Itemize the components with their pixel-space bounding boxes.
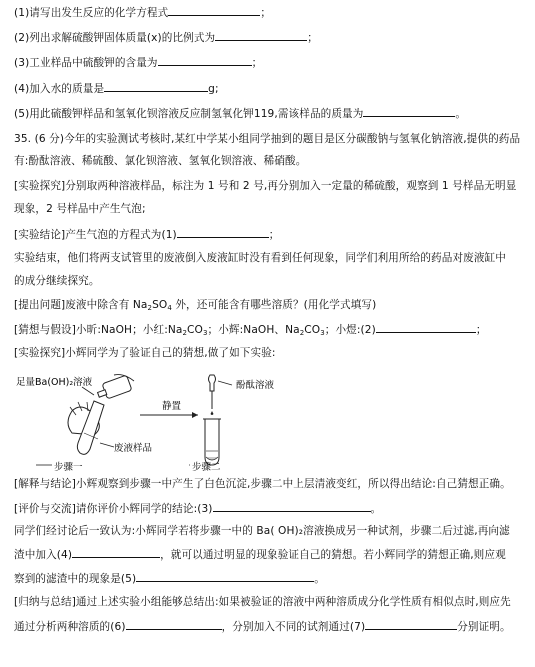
hypothesis: [猜想与假设]小昕:NaOH；小红$:Na_2CO_3$；小辉:NaOH、$Na_2CO_3$；小煜:(2) ；: [14, 321, 527, 341]
reagent-bottle-icon: [98, 375, 134, 399]
stand-label: 静置: [162, 401, 182, 412]
discussion-line-2: 渣中加入(4) ，就可以通过明显的现象验证自己的猜想。若小辉同学的猜想正确,则应观: [14, 546, 527, 563]
answer-blank-p7[interactable]: [365, 618, 457, 630]
answer-blank-p2[interactable]: [376, 321, 476, 333]
evaluation: [评价与交流]请你评价小辉同学的结论:(3) 。: [14, 500, 527, 517]
answer-blank-3[interactable]: [158, 54, 252, 66]
answer-blank-2[interactable]: [215, 29, 307, 41]
discussion-line-1: 同学们经讨论后一致认为:小辉同学若将步骤一中的 Ba( OH)₂溶液换成另一种试剂，步骤二后过滤,再向滤: [14, 525, 510, 537]
test-tube-step2-icon: [203, 419, 221, 465]
answer-blank-p5[interactable]: [136, 570, 314, 582]
answer-blank-p6[interactable]: [126, 618, 222, 630]
experiment-explore-line-1: [实验探究]分别取两种溶液样品，标注为 1 号和 2 号,再分别加入一定量的稀硫酸，观察到 1 号样品无明显: [14, 180, 517, 192]
answer-blank-1[interactable]: [168, 4, 260, 16]
question-5: (5)用此硫酸钾样品和氢氧化钡溶液反应制氢氧化钾119,需该样品的质量为 。: [14, 105, 527, 122]
experiment-done-line-1: 实验结束，他们将两支试管里的废液倒入废液缸时没有看到任何现象，同学们利用所给的药品对废液缸中: [14, 252, 506, 264]
experiment-done-line-2: 的成分继续探究。: [14, 275, 100, 287]
answer-blank-p4[interactable]: [72, 546, 160, 558]
summary-line-1: [归纳与总结]通过上述实验小组能够总结出:如果被验证的溶液中两种溶质成分化学性质有相似点时,则应先: [14, 596, 511, 608]
discussion-line-3: 察到的滤渣中的现象是(5) 。: [14, 570, 527, 587]
question-1: (1)请写出发生反应的化学方程式 ；: [14, 4, 527, 21]
question-3: (3)工业样品中硫酸钾的含量为 ；: [14, 54, 527, 71]
analysis-conclusion: [解释与结论]小辉观察到步骤一中产生了白色沉淀,步骤二中上层清液变红，所以得出结论:自己猜想正确。: [14, 478, 511, 490]
step-two-label: 步骤二: [192, 462, 221, 473]
stand-arrow-head: [192, 412, 198, 418]
answer-blank-p3[interactable]: [213, 500, 371, 512]
phenolphthalein-label: 酚酞溶液: [236, 380, 275, 391]
experiment-conclusion: [实验结论]产生气泡的方程式为(1) ；: [14, 226, 527, 243]
question-4: (4)加入水的质量是 g;: [14, 80, 527, 97]
ba-label-leader: [82, 387, 94, 395]
experiment-intro: [实验探究]小辉同学为了验证自己的猜想,做了如下实验:: [14, 347, 276, 359]
phenol-label-leader: [218, 381, 232, 385]
answer-blank-4[interactable]: [104, 80, 208, 92]
answer-blank-5[interactable]: [363, 105, 455, 117]
experiment-explore-line-2: 现象，2 号样品中产生气泡;: [14, 203, 146, 215]
experiment-figure: [14, 373, 314, 473]
dropper-icon: [209, 375, 216, 415]
problem-35-line-1: 35. (6 分)今年的实验测试考核时,某红中学某小组同学抽到的题目是区分碳酸钠与氢氧化钠溶液,提供的药品: [14, 133, 521, 145]
step-one-label: 步骤一: [54, 462, 83, 473]
problem-35-line-2: 有:酚酞溶液、稀硫酸、氯化钡溶液、氢氧化钡溶液、稀硝酸。: [14, 155, 307, 167]
answer-blank-p1[interactable]: [177, 226, 269, 238]
waste-sample-label: 废液样品: [114, 443, 153, 454]
question-2: (2)列出求解硫酸钾固体质量(x)的比例式为 ；: [14, 29, 527, 46]
ba-oh2-label: 足量Ba(OH)₂溶液: [16, 377, 93, 388]
waste-label-leader: [100, 443, 114, 447]
raise-question: [提出问题]废液中除含有 $Na_2SO_4$ 外，还可能含有哪些溶质？(用化学式填写): [14, 299, 377, 312]
summary-line-2: 通过分析两种溶质的(6) ，分别加入不同的试剂通过(7) 分别证明。: [14, 618, 527, 635]
